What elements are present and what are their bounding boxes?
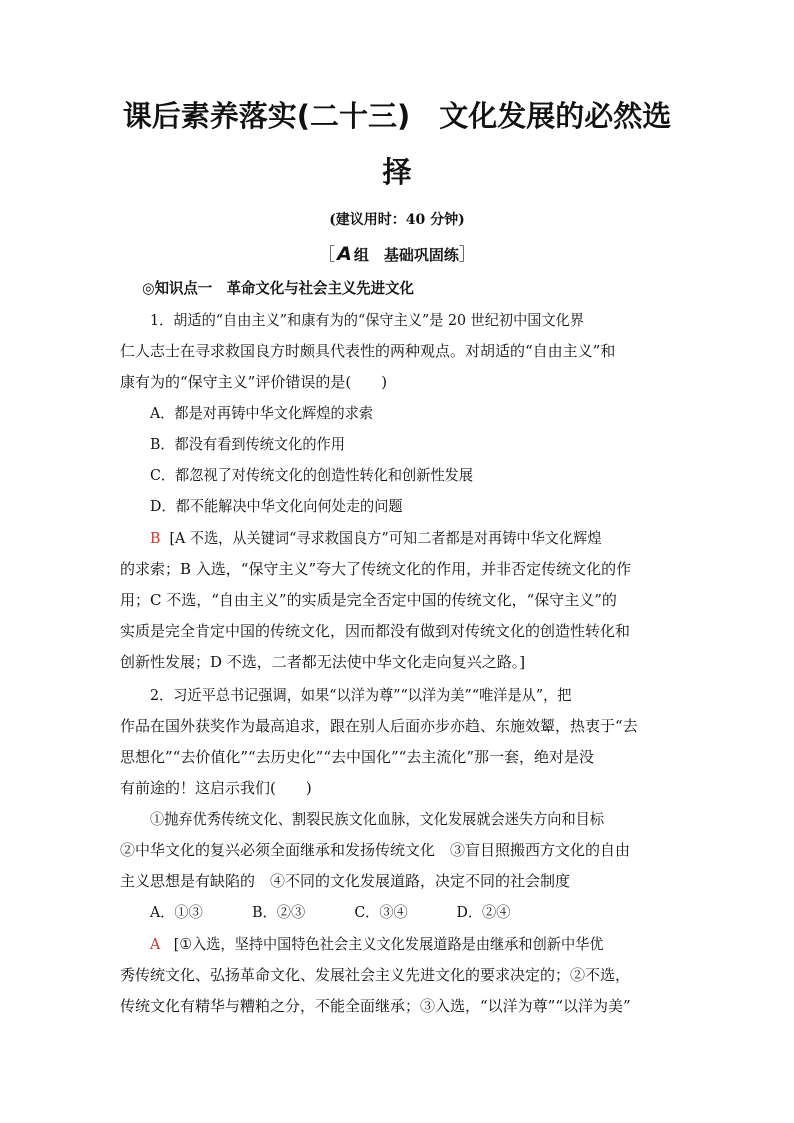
page-title: 课后素养落实(二十三) 文化发展的必然选	[122, 99, 672, 133]
group-label: 组 基础巩固练	[353, 246, 459, 264]
q2-explanation-line: 传统文化有精华与糟粕之分，不能全面继承；③入选，“以洋为尊”“以洋为美”	[120, 997, 631, 1015]
page-title-continued: 择	[382, 155, 412, 189]
q2-answer-line	[150, 933, 675, 955]
q2-stem-line: 作品在国外获奖作为最高追求，跟在别人后面亦步亦趋、东施效颦，热衷于“去	[120, 717, 638, 735]
bracket-close: ］	[458, 245, 476, 265]
q2-explanation-line: 秀传统文化、弘扬革命文化、发展社会主义先进文化的要求决定的；②不选，	[120, 966, 631, 984]
q1-stem-line: 康有为的“保守主义”评价错误的是( )	[120, 373, 388, 391]
q2-options-row	[150, 901, 675, 923]
q1-explanation-line: 实质是完全肯定中国的传统文化，因而都没有做到对传统文化的创造性转化和	[120, 622, 631, 640]
q2-stem-line: 有前途的！这启示我们( )	[120, 779, 312, 797]
q1-stem-line: 仁人志士在寻求救国良方时颇具代表性的两种观点。对胡适的“自由主义”和	[120, 342, 616, 360]
bracket-open: ［	[318, 245, 336, 265]
q2-option-c: C．③④	[354, 903, 408, 921]
section-heading: ◎知识点一 革命文化与社会主义先进文化	[142, 279, 414, 297]
q1-option-b: B．都没有看到传统文化的作用	[150, 435, 345, 453]
time-suggestion: (建议用时：40 分钟)	[329, 212, 465, 228]
q2-statement-line: ①抛弃优秀传统文化、割裂民族文化血脉，文化发展就会迷失方向和目标	[150, 810, 605, 828]
q2-stem-line: 思想化”“去价值化”“去历史化”“去中国化”“去主流化”那一套，绝对是没	[120, 748, 595, 766]
q2-answer-letter: A	[150, 935, 161, 953]
q1-option-c: C．都忽视了对传统文化的创造性转化和创新性发展	[150, 466, 474, 484]
q1-explanation-line: 的求索；B 入选，“保守主义”夸大了传统文化的作用，并非否定传统文化的作	[120, 560, 632, 578]
q2-explanation-text: [①入选，坚持中国特色社会主义文化发展道路是由继承和创新中华优	[173, 935, 604, 953]
q1-explanation-line: 用；C 不选，“自由主义”的实质是完全否定中国的传统文化，“保守主义”的	[120, 591, 617, 609]
q1-explanation-line: 创新性发展；D 不选，二者都无法使中华文化走向复兴之路。]	[120, 653, 526, 671]
q1-stem-line: 1．胡适的“自由主义”和康有为的“保守主义”是 20 世纪初中国文化界	[150, 311, 585, 329]
group-letter: A	[337, 243, 352, 265]
q2-statement-line: 主义思想是有缺陷的 ④不同的文化发展道路，决定不同的社会制度	[120, 872, 571, 890]
q2-option-a: A．①③	[150, 903, 203, 921]
q2-option-b: B．②③	[252, 903, 306, 921]
q1-option-d: D．都不能解决中华文化向何处走的问题	[150, 497, 403, 515]
group-heading	[0, 243, 794, 266]
q1-answer-line	[150, 527, 675, 549]
q2-stem-line: 2．习近平总书记强调，如果“以洋为尊”“以洋为美”“唯洋是从”，把	[150, 686, 572, 704]
q1-answer-letter: B	[150, 529, 161, 547]
q1-option-a: A．都是对再铸中华文化辉煌的求索	[150, 404, 374, 422]
q1-explanation-text: [A 不选，从关键词“寻求救国良方”可知二者都是对再铸中华文化辉煌	[169, 529, 602, 547]
q2-statement-line: ②中华文化的复兴必须全面继承和发扬传统文化 ③盲目照搬西方文化的自由	[120, 841, 631, 859]
q2-option-d: D．②④	[456, 903, 511, 921]
